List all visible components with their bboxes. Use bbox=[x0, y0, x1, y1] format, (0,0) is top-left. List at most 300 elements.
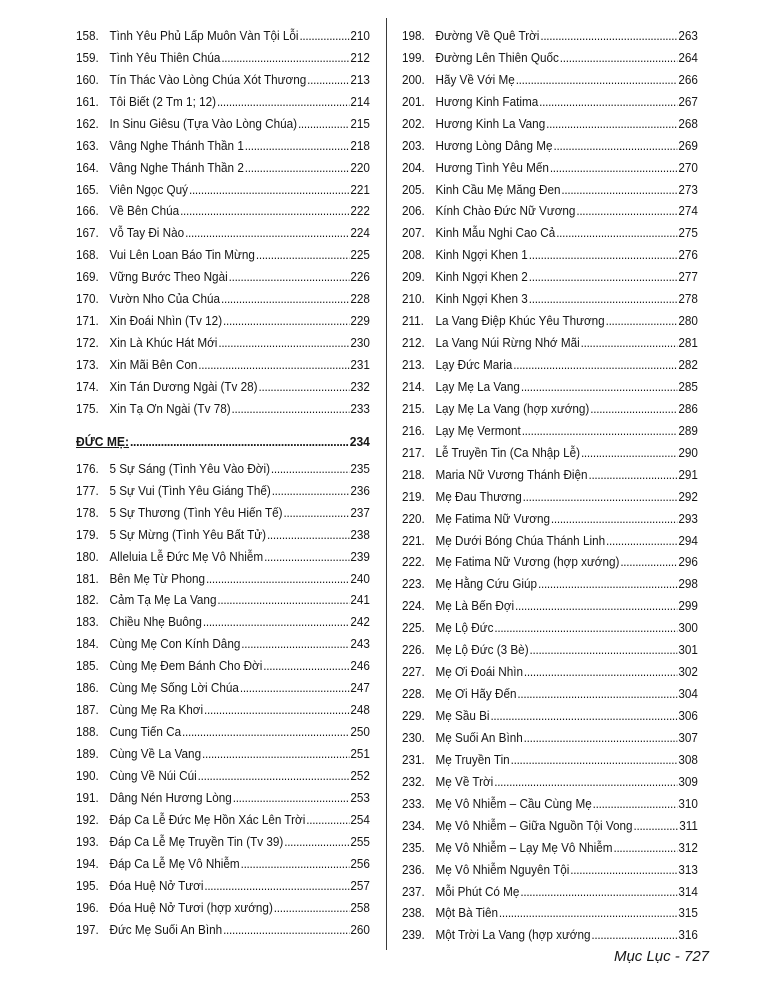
column-divider bbox=[386, 18, 387, 950]
toc-entry[interactable] bbox=[402, 790, 698, 812]
entry-title: Viên Ngọc Quý bbox=[109, 182, 189, 197]
entry-number: 226. bbox=[402, 643, 425, 658]
toc-entry[interactable] bbox=[76, 88, 370, 110]
entry-number: 198. bbox=[402, 28, 425, 43]
toc-entry[interactable] bbox=[402, 636, 698, 658]
toc-entry[interactable] bbox=[76, 22, 370, 44]
toc-entry[interactable] bbox=[402, 921, 698, 943]
entry-title: Dâng Nén Hương Lòng bbox=[109, 790, 232, 805]
dot-leader bbox=[606, 313, 678, 329]
toc-entry[interactable] bbox=[402, 285, 698, 307]
entry-page-number: 231 bbox=[350, 358, 370, 372]
toc-entry[interactable] bbox=[402, 439, 698, 461]
entry-title: Kinh Ngợi Khen 2 bbox=[435, 270, 528, 285]
toc-entry[interactable] bbox=[76, 872, 370, 894]
entry-page-number: 273 bbox=[678, 182, 698, 197]
entry-title: Lễ Truyền Tin (Ca Nhập Lễ) bbox=[435, 445, 581, 460]
dot-leader bbox=[490, 708, 677, 724]
entry-title: Hương Kinh La Vang bbox=[435, 116, 546, 131]
toc-entry[interactable] bbox=[402, 680, 698, 702]
entry-page-number: 306 bbox=[678, 709, 698, 723]
entry-page-number: 278 bbox=[678, 292, 698, 307]
toc-entry[interactable] bbox=[402, 505, 698, 527]
entry-page-number: 266 bbox=[678, 72, 698, 87]
dot-leader bbox=[499, 905, 678, 921]
entry-title: Mỗi Phút Có Mẹ bbox=[435, 884, 520, 899]
toc-entry[interactable] bbox=[76, 674, 370, 696]
toc-entry[interactable] bbox=[402, 132, 698, 154]
entry-number: 163. bbox=[76, 138, 99, 153]
entry-number: 231. bbox=[402, 752, 425, 767]
entry-number: 183. bbox=[76, 615, 99, 630]
entry-number: 227. bbox=[402, 665, 425, 680]
entry-page-number: 285 bbox=[678, 379, 698, 394]
entry-title: Mẹ Hằng Cứu Giúp bbox=[435, 577, 538, 592]
dot-leader bbox=[551, 511, 678, 527]
entry-number: 173. bbox=[76, 358, 99, 372]
entry-number: 165. bbox=[76, 182, 99, 197]
entry-page-number: 311 bbox=[679, 818, 698, 833]
toc-entry[interactable] bbox=[76, 66, 370, 88]
entry-number: 233. bbox=[402, 796, 425, 811]
toc-entry[interactable] bbox=[402, 329, 698, 351]
entry-title: Mẹ Ơi Hãy Đến bbox=[435, 687, 517, 702]
entry-number: 225. bbox=[402, 621, 425, 636]
toc-entry[interactable] bbox=[402, 198, 698, 220]
toc-entry[interactable] bbox=[402, 483, 698, 505]
dot-leader bbox=[581, 335, 678, 351]
dot-leader bbox=[546, 116, 677, 132]
toc-entry[interactable] bbox=[76, 329, 370, 351]
entry-page-number: 238 bbox=[350, 527, 370, 542]
entry-page-number: 258 bbox=[350, 900, 370, 915]
entry-page-number: 282 bbox=[678, 358, 698, 372]
dot-leader bbox=[198, 768, 350, 784]
entry-number: 215. bbox=[402, 401, 425, 416]
dot-leader bbox=[606, 533, 677, 549]
toc-entry[interactable] bbox=[402, 900, 698, 922]
entry-page-number: 313 bbox=[678, 862, 698, 877]
entry-number: 168. bbox=[76, 248, 99, 263]
dot-leader bbox=[593, 796, 678, 812]
dot-leader bbox=[256, 247, 350, 263]
toc-entry[interactable] bbox=[402, 66, 698, 88]
entry-title: Mẹ Lộ Đức bbox=[435, 621, 494, 636]
toc-entry[interactable] bbox=[76, 762, 370, 784]
toc-entry[interactable] bbox=[76, 44, 370, 66]
toc-entry[interactable] bbox=[76, 608, 370, 630]
entry-page-number: 213 bbox=[350, 72, 370, 87]
entry-title: Một Bà Tiên bbox=[435, 906, 498, 921]
entry-page-number: 292 bbox=[678, 489, 698, 504]
entry-page-number: 246 bbox=[350, 659, 370, 674]
dot-leader bbox=[221, 50, 349, 66]
dot-leader bbox=[530, 642, 678, 658]
dot-leader bbox=[217, 592, 349, 608]
entry-title: Đường Lên Thiên Quốc bbox=[435, 50, 559, 65]
entry-page-number: 301 bbox=[678, 643, 698, 658]
entry-number: 234. bbox=[402, 818, 425, 833]
toc-entry[interactable] bbox=[76, 718, 370, 740]
entry-number: 160. bbox=[76, 72, 99, 87]
entry-page-number: 220 bbox=[350, 160, 370, 175]
entry-title: Cùng Mẹ Ra Khơi bbox=[109, 703, 204, 718]
entry-number: 178. bbox=[76, 505, 99, 520]
toc-entry[interactable] bbox=[76, 263, 370, 285]
entry-page-number: 254 bbox=[350, 812, 370, 827]
entry-title: Lạy Mẹ Vermont bbox=[435, 423, 521, 438]
dot-leader bbox=[271, 461, 350, 477]
entry-number: 232. bbox=[402, 774, 425, 789]
entry-page-number: 281 bbox=[678, 336, 698, 351]
entry-title: 5 Sự Sáng (Tình Yêu Vào Đời) bbox=[109, 461, 270, 476]
entry-number: 208. bbox=[402, 248, 425, 263]
entry-number: 179. bbox=[76, 527, 99, 542]
toc-entry[interactable] bbox=[76, 219, 370, 241]
dot-leader bbox=[241, 636, 349, 652]
dot-leader bbox=[217, 94, 349, 110]
toc-entry[interactable] bbox=[402, 176, 698, 198]
toc-entry[interactable] bbox=[76, 916, 370, 938]
entry-title: Lạy Mẹ La Vang bbox=[435, 379, 520, 394]
dot-leader bbox=[524, 664, 678, 680]
entry-page-number: 253 bbox=[350, 790, 370, 805]
toc-entry[interactable] bbox=[76, 696, 370, 718]
entry-page-number: 276 bbox=[678, 248, 698, 263]
dot-leader bbox=[245, 160, 350, 176]
dot-leader bbox=[259, 379, 350, 395]
toc-entry[interactable] bbox=[402, 110, 698, 132]
entry-title: Đóa Huệ Nở Tươi (hợp xướng) bbox=[109, 900, 273, 915]
entry-page-number: 310 bbox=[678, 796, 698, 811]
entry-number: 182. bbox=[76, 593, 99, 608]
entry-number: 192. bbox=[76, 812, 99, 827]
dot-leader bbox=[561, 182, 677, 198]
entry-title: Xin Đoái Nhìn (Tv 12) bbox=[109, 314, 223, 329]
entry-title: Hương Kinh Fatima bbox=[435, 94, 539, 109]
toc-entry[interactable] bbox=[402, 658, 698, 680]
entry-number: 195. bbox=[76, 878, 99, 893]
toc-entry[interactable] bbox=[76, 198, 370, 220]
toc-entry[interactable] bbox=[76, 740, 370, 762]
toc-entry[interactable] bbox=[402, 44, 698, 66]
dot-leader bbox=[284, 505, 350, 521]
entry-number: 170. bbox=[76, 292, 99, 307]
toc-entry[interactable] bbox=[76, 455, 370, 477]
entry-page-number: 314 bbox=[678, 884, 698, 899]
entry-title: In Sinu Giêsu (Tựa Vào Lòng Chúa) bbox=[109, 116, 298, 131]
entry-page-number: 233 bbox=[350, 401, 370, 416]
toc-entry[interactable] bbox=[76, 565, 370, 587]
dot-leader bbox=[540, 28, 677, 44]
entry-page-number: 260 bbox=[350, 922, 370, 937]
entry-number: 216. bbox=[402, 423, 425, 438]
toc-entry[interactable] bbox=[402, 724, 698, 746]
toc-entry[interactable] bbox=[76, 285, 370, 307]
entry-page-number: 212 bbox=[350, 50, 370, 65]
entry-title: Hãy Về Với Mẹ bbox=[435, 72, 515, 87]
dot-leader bbox=[576, 203, 677, 219]
entry-number: 206. bbox=[402, 204, 425, 219]
entry-number: 210. bbox=[402, 292, 425, 307]
toc-entry[interactable] bbox=[76, 241, 370, 263]
page-footer: Mục Lục - 727 bbox=[613, 948, 709, 965]
dot-leader bbox=[223, 313, 349, 329]
dot-leader bbox=[198, 357, 349, 373]
entry-number: 217. bbox=[402, 445, 425, 460]
entry-page-number: 264 bbox=[678, 50, 698, 65]
entry-title: Tình Yêu Phủ Lấp Muôn Vàn Tội Lỗi bbox=[109, 28, 299, 43]
toc-entry[interactable] bbox=[76, 543, 370, 565]
entry-number: 171. bbox=[76, 314, 99, 329]
entry-page-number: 241 bbox=[350, 593, 370, 608]
entry-number: 158. bbox=[76, 28, 99, 43]
toc-entry[interactable] bbox=[402, 768, 698, 790]
entry-title: Cảm Tạ Mẹ La Vang bbox=[109, 593, 217, 608]
entry-page-number: 210 bbox=[350, 28, 370, 43]
toc-entry[interactable] bbox=[76, 784, 370, 806]
entry-number: 239. bbox=[402, 928, 425, 943]
entry-page-number: 304 bbox=[678, 687, 698, 702]
entry-title: Mẹ Ơi Đoái Nhìn bbox=[435, 665, 523, 680]
entry-page-number: 239 bbox=[350, 549, 370, 564]
entry-page-number: 298 bbox=[678, 577, 698, 592]
entry-title: Vui Lên Loan Báo Tin Mừng bbox=[109, 248, 255, 263]
dot-leader bbox=[556, 225, 677, 241]
entry-number: 209. bbox=[402, 270, 425, 285]
entry-number: 162. bbox=[76, 116, 99, 131]
dot-leader bbox=[516, 72, 678, 88]
toc-entry[interactable] bbox=[76, 176, 370, 198]
toc-entry[interactable] bbox=[76, 850, 370, 872]
dot-leader bbox=[218, 335, 349, 351]
dot-leader bbox=[274, 900, 350, 916]
toc-entry[interactable] bbox=[402, 417, 698, 439]
entry-number: 189. bbox=[76, 747, 99, 761]
entry-page-number: 308 bbox=[678, 752, 698, 767]
entry-number: 176. bbox=[76, 461, 99, 476]
entry-number: 207. bbox=[402, 226, 425, 241]
entry-title: Đường Về Quê Trời bbox=[435, 28, 540, 43]
entry-page-number: 312 bbox=[678, 840, 698, 855]
entry-number: 196. bbox=[76, 900, 99, 915]
dot-leader bbox=[524, 730, 678, 746]
entry-page-number: 291 bbox=[678, 467, 698, 482]
entry-title: Đức Mẹ Suối An Bình bbox=[109, 922, 223, 937]
entry-title: Mẹ Lộ Đức (3 Bè) bbox=[435, 643, 529, 658]
dot-leader bbox=[204, 878, 349, 894]
entry-title: Cùng Mẹ Con Kính Dâng bbox=[109, 637, 241, 652]
entry-page-number: 289 bbox=[678, 423, 698, 438]
dot-leader bbox=[581, 445, 678, 461]
entry-title: Mẹ Suối An Bình bbox=[435, 730, 523, 745]
toc-entry[interactable] bbox=[76, 373, 370, 395]
dot-leader bbox=[590, 401, 677, 417]
toc-entry[interactable] bbox=[76, 521, 370, 543]
entry-title: Chiều Nhẹ Buông bbox=[109, 615, 202, 630]
entry-page-number: 268 bbox=[678, 116, 698, 131]
entry-number: 190. bbox=[76, 768, 99, 783]
dot-leader bbox=[554, 138, 678, 154]
entry-number: 224. bbox=[402, 599, 425, 614]
dot-leader bbox=[306, 812, 349, 828]
toc-entry[interactable] bbox=[76, 154, 370, 176]
toc-entry[interactable] bbox=[76, 351, 370, 373]
toc-entry[interactable] bbox=[402, 351, 698, 373]
toc-entry[interactable] bbox=[76, 630, 370, 652]
toc-entry[interactable] bbox=[402, 592, 698, 614]
toc-entry[interactable] bbox=[402, 746, 698, 768]
entry-page-number: 274 bbox=[678, 204, 698, 219]
entry-title: Alleluia Lễ Đức Mẹ Vô Nhiễm bbox=[109, 549, 264, 564]
entry-page-number: 290 bbox=[678, 445, 698, 460]
toc-entry[interactable] bbox=[402, 373, 698, 395]
dot-leader bbox=[233, 790, 350, 806]
toc-entry[interactable] bbox=[402, 878, 698, 900]
entry-title: Vững Bước Theo Ngài bbox=[109, 270, 228, 285]
entry-page-number: 224 bbox=[350, 226, 370, 241]
entry-page-number: 294 bbox=[678, 533, 698, 548]
entry-page-number: 252 bbox=[350, 768, 370, 783]
toc-entry[interactable] bbox=[402, 461, 698, 483]
toc-entry[interactable] bbox=[402, 570, 698, 592]
entry-title: Đáp Ca Lễ Mẹ Truyền Tin (Tv 39) bbox=[109, 834, 284, 849]
entry-number: 238. bbox=[402, 906, 425, 921]
entry-title: Mẹ Vô Nhiễm – Giữa Nguồn Tội Vong bbox=[435, 818, 633, 833]
entry-title: Lạy Mẹ La Vang (hợp xướng) bbox=[435, 401, 590, 416]
entry-page-number: 225 bbox=[350, 248, 370, 263]
toc-entry[interactable] bbox=[76, 132, 370, 154]
entry-page-number: 307 bbox=[678, 730, 698, 745]
entry-page-number: 243 bbox=[350, 637, 370, 652]
toc-entry[interactable] bbox=[402, 702, 698, 724]
entry-title: Một Trời La Vang (hợp xướng bbox=[435, 928, 591, 943]
dot-leader bbox=[264, 549, 349, 565]
entry-number: 167. bbox=[76, 226, 99, 241]
dot-leader bbox=[180, 203, 349, 219]
entry-page-number: 248 bbox=[350, 703, 370, 718]
toc-entry[interactable] bbox=[76, 477, 370, 499]
entry-page-number: 256 bbox=[350, 856, 370, 871]
entry-number: 202. bbox=[402, 116, 425, 131]
entry-number: 172. bbox=[76, 336, 99, 351]
entry-title: Mẹ Sầu Bi bbox=[435, 709, 490, 723]
entry-title: Mẹ Fatima Nữ Vương (hợp xướng) bbox=[435, 555, 620, 570]
toc-entry[interactable] bbox=[402, 614, 698, 636]
entry-number: 197. bbox=[76, 922, 99, 937]
dot-leader bbox=[202, 746, 349, 762]
toc-entry[interactable] bbox=[402, 263, 698, 285]
dot-leader bbox=[272, 483, 350, 499]
dot-leader bbox=[223, 922, 349, 938]
entry-number: 166. bbox=[76, 204, 99, 219]
toc-entry[interactable] bbox=[402, 812, 698, 834]
entry-number: 181. bbox=[76, 571, 99, 586]
entry-number: 188. bbox=[76, 725, 99, 740]
left-entries-after-section bbox=[76, 455, 370, 938]
toc-entry[interactable] bbox=[76, 828, 370, 850]
entry-title: 5 Sự Vui (Tình Yêu Giáng Thế) bbox=[109, 483, 271, 498]
entry-page-number: 270 bbox=[678, 160, 698, 175]
toc-entry[interactable] bbox=[402, 219, 698, 241]
entry-page-number: 302 bbox=[678, 665, 698, 680]
entry-page-number: 247 bbox=[350, 681, 370, 696]
toc-entry[interactable] bbox=[76, 307, 370, 329]
entry-page-number: 242 bbox=[350, 615, 370, 630]
entry-title: La Vang Điệp Khúc Yêu Thương bbox=[435, 314, 605, 329]
dot-leader bbox=[521, 379, 678, 395]
entry-title: Kinh Ngợi Khen 1 bbox=[435, 248, 528, 263]
entry-page-number: 263 bbox=[678, 28, 698, 43]
entry-number: 219. bbox=[402, 489, 425, 504]
entry-title: Vâng Nghe Thánh Thần 1 bbox=[109, 138, 244, 153]
toc-entry[interactable] bbox=[76, 652, 370, 674]
dot-leader bbox=[241, 856, 350, 872]
entry-number: 212. bbox=[402, 336, 425, 351]
entry-page-number: 221 bbox=[350, 182, 370, 197]
entry-number: 191. bbox=[76, 790, 99, 805]
dot-leader bbox=[494, 620, 677, 636]
toc-entry[interactable] bbox=[76, 110, 370, 132]
right-column bbox=[402, 22, 698, 943]
entry-title: Mẹ Vô Nhiễm Nguyên Tội bbox=[435, 862, 570, 877]
entry-page-number: 226 bbox=[350, 270, 370, 285]
dot-leader bbox=[538, 576, 677, 592]
entry-title: Kính Chào Đức Nữ Vương bbox=[435, 204, 576, 219]
entry-number: 201. bbox=[402, 94, 425, 109]
entry-title: Hương Lòng Dâng Mẹ bbox=[435, 138, 553, 153]
toc-entry[interactable] bbox=[76, 587, 370, 609]
left-column bbox=[76, 22, 370, 938]
toc-entry[interactable] bbox=[402, 154, 698, 176]
entry-title: Bên Mẹ Từ Phong bbox=[109, 571, 206, 586]
toc-entry[interactable] bbox=[402, 549, 698, 571]
entry-page-number: 236 bbox=[350, 483, 370, 498]
entry-number: 230. bbox=[402, 730, 425, 745]
entry-number: 222. bbox=[402, 555, 425, 570]
toc-entry[interactable] bbox=[402, 22, 698, 44]
toc-entry[interactable] bbox=[402, 856, 698, 878]
section-heading-duc-me[interactable] bbox=[76, 423, 370, 449]
toc-entry[interactable] bbox=[76, 806, 370, 828]
dot-leader bbox=[299, 28, 349, 44]
toc-entry[interactable] bbox=[76, 395, 370, 417]
toc-entry[interactable] bbox=[402, 241, 698, 263]
toc-entry[interactable] bbox=[402, 307, 698, 329]
dot-leader bbox=[511, 752, 678, 768]
entry-page-number: 235 bbox=[350, 461, 370, 476]
toc-entry[interactable] bbox=[76, 499, 370, 521]
toc-entry[interactable] bbox=[76, 894, 370, 916]
entry-title: Cung Tiến Ca bbox=[109, 725, 182, 740]
entry-title: Tín Thác Vào Lòng Chúa Xót Thương bbox=[109, 72, 307, 87]
entry-title: Vâng Nghe Thánh Thần 2 bbox=[109, 160, 244, 175]
dot-leader bbox=[529, 291, 678, 307]
toc-entry[interactable] bbox=[402, 834, 698, 856]
entry-page-number: 275 bbox=[678, 226, 698, 241]
entry-title: Cùng Về La Vang bbox=[109, 747, 202, 761]
toc-entry[interactable] bbox=[402, 527, 698, 549]
dot-leader bbox=[130, 434, 349, 449]
entry-page-number: 316 bbox=[678, 928, 698, 943]
toc-entry[interactable] bbox=[402, 88, 698, 110]
entry-number: 228. bbox=[402, 687, 425, 702]
entry-title: Kinh Cầu Mẹ Măng Đen bbox=[435, 182, 561, 197]
dot-leader bbox=[232, 401, 350, 417]
entry-title: Lạy Đức Maria bbox=[435, 358, 513, 372]
entry-page-number: 218 bbox=[350, 138, 370, 153]
toc-entry[interactable] bbox=[402, 395, 698, 417]
